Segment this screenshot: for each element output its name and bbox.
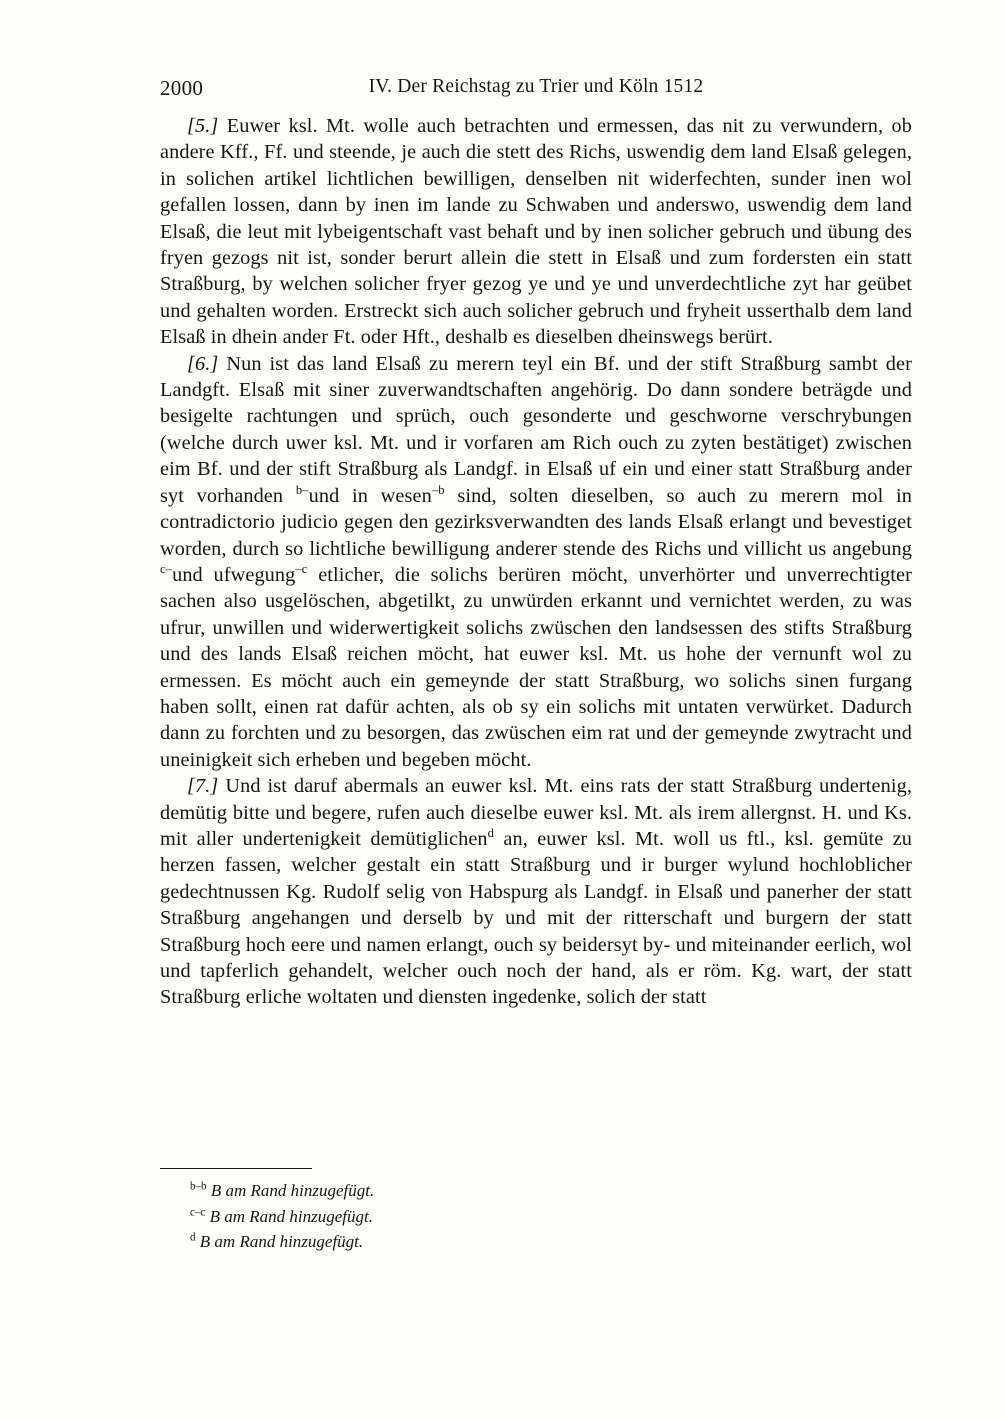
inline-footnote-marker: b– [295, 482, 309, 497]
body-text: sind, solten dieselben, so auch zu merern mol in contradictorio judicio gegen den gezirksverwandten des lands Elsaß erlangt und bevestiget worden, durch so lichtliche bewilligung anderer stende des Richs und villicht us angebung [160, 484, 912, 560]
footnote-text: B am Rand hinzugefügt. [205, 1206, 373, 1226]
body-text: Und ist daruf abermals an euwer ksl. Mt. eins rats der statt Straßburg undertenig, demütig bitte und begere, rufen auch dieselbe euwer ksl. Mt. als irem allergnst. H. und Ks. mit aller undertenigkeit demütiglichen [160, 775, 912, 850]
footnote-section [160, 1168, 912, 1255]
body-text: Euwer ksl. Mt. wolle auch betrachten und ermessen, das nit zu verwundern, ob andere Kff., Ff. und steende, je auch die stett des Richs, uswendig dem land Elsaß gelegen, in solichen artikel lichtlichen bewilligen, denselben nit widerfechten, sunder inen wol gefallen lossen, dann by inen im lande zu Schwaben und anderswo, uswendig dem land Elsaß, die leut mit lybeigentschaft vast behaft und by inen solicher gebruch und übung des fryen gezogs nit ist, sonder berurt allein die stett in Elsaß und zum fordersten ein statt Straßburg, by welchen solicher fryer gezog ye und ye und unverdechtliche zyt har geübet und gehalten worden. Erstreckt sich auch solicher gebruch und fryheit usserthalb dem land Elsaß in dhein ander Ft. oder Hft., deshalb es dieselben dheinswegs berürt. [160, 115, 912, 349]
inline-footnote-marker: d [487, 826, 495, 841]
page-number: 2000 [160, 76, 204, 100]
body-text: etlicher, die solichs berüren möcht, unverhörter und unverrechtigter sachen also usgelöschen, abgetilkt, zu unwürden erkannt und vernichtet werden, zu was ufrur, unwillen und widerwertigkeit solichs zwüschen den landsessen des stifts Straßburg und des lands Elsaß reichen möcht, hat euwer ksl. Mt. us hohe der vernunft wol zu ermessen. Es möcht auch ein gemeynde der statt Straßburg, wo solichs sinen furgang haben sollt, einen rat dafür achten, als ob sy ein solichs mit untaten verwürket. Dadurch dann zu forchten und zu besorgen, das zwüschen eim rat und der gemeynde zwytracht und uneinigkeit sich erheben und begeben möcht. [160, 563, 912, 771]
footnote-list [160, 1178, 912, 1255]
body-text: und in wesen [308, 484, 432, 507]
text-block [160, 113, 912, 1011]
paragraph-5 [160, 113, 912, 351]
footnote [160, 1229, 912, 1255]
footnote-marker: d [190, 1231, 196, 1244]
footnote [160, 1204, 912, 1230]
paragraph-6 [160, 351, 912, 774]
footnote-marker: b–b [190, 1180, 207, 1193]
body-text: Nun ist das land Elsaß zu merern teyl ein Bf. und der stift Straßburg sambt der Landgft. Elsaß mit siner zuverwandtschaften angehörig. Do dann sondere beträgde und besigelte rachtungen und sprüch, ouch gesonderte und geschworne verschrybungen (welche durch uwer ksl. Mt. und ir vorfaren am Rich ouch zu zyten bestätiget) zwischen eim Bf. und der stift Straßburg als Landgf. in Elsaß uf ein und einer statt Straßburg ander syt vorhanden [160, 352, 912, 507]
footnote [160, 1178, 912, 1204]
inline-footnote-marker: –c [295, 562, 308, 577]
body-text: und ufwegung [172, 563, 296, 586]
paragraph-7 [160, 773, 912, 1011]
footnote-marker: c–c [190, 1205, 206, 1218]
footnote-rule [160, 1168, 312, 1169]
section-number: [6.] [187, 352, 227, 375]
inline-footnote-marker: c– [160, 562, 173, 577]
page-header [160, 76, 912, 102]
footnote-text: B am Rand hinzugefügt. [195, 1232, 364, 1251]
section-number: [5.] [187, 115, 227, 137]
body-text: an, euwer ksl. Mt. woll us ftl., ksl. gemüte zu herzen fassen, welcher gestalt ein statt Straßburg und ir burger wylund hochloblicher gedechtnussen Kg. Rudolf selig von Habspurg als Landgf. in Elsaß und panerher der statt Straßburg angehangen und derselb by und mit der ritterschaft und burgern der statt Straßburg hoch eere und namen erlangt, ouch sy beidersyt by- und miteinander eerlich, wol und tapferlich gehandelt, welcher ouch noch der hand, als er röm. Kg. wart, der statt Straßburg erliche woltaten und diensten ingedenke, solich der statt [160, 827, 912, 1009]
running-header: IV. Der Reichstag zu Trier und Köln 1512 [368, 76, 704, 97]
inline-footnote-marker: –b [431, 482, 445, 497]
section-number: [7.] [187, 775, 226, 798]
footnote-text: B am Rand hinzugefügt. [206, 1181, 375, 1200]
